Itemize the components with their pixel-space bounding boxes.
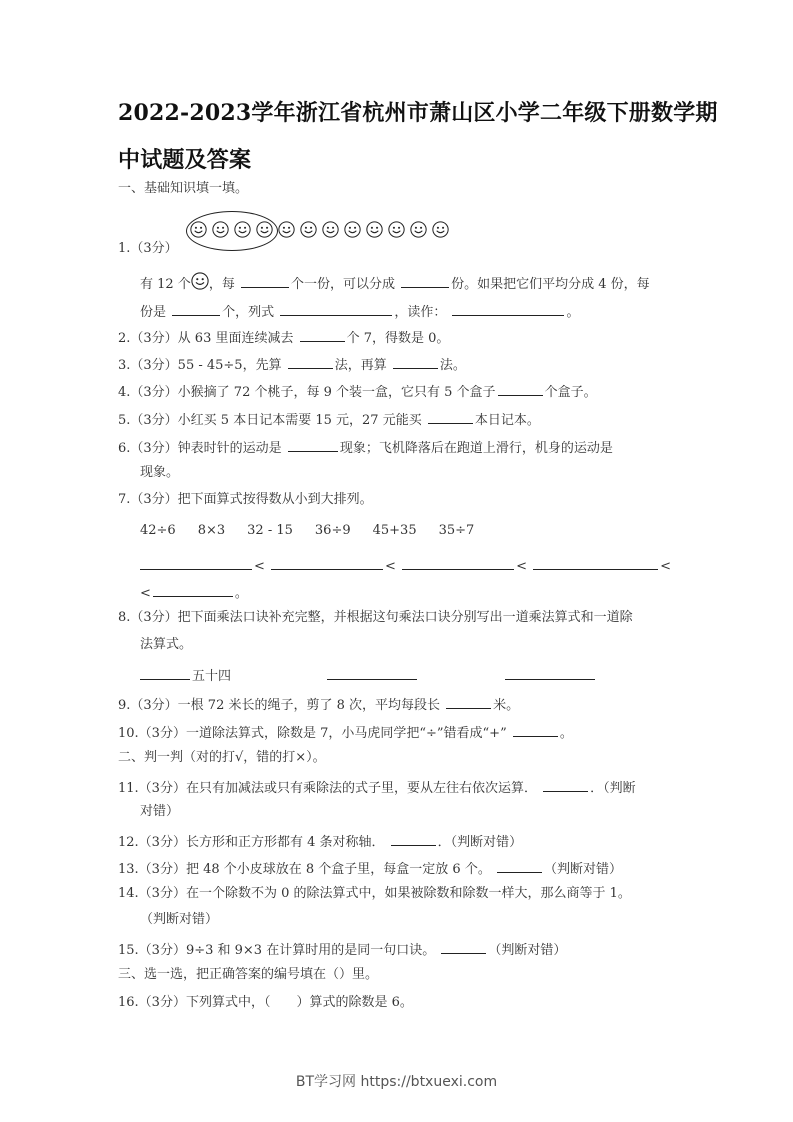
q6-text-continued: 现象。 bbox=[140, 465, 180, 480]
division-equation-blank[interactable] bbox=[505, 665, 595, 680]
question-13 bbox=[118, 858, 622, 879]
answer-blank[interactable] bbox=[513, 722, 558, 737]
smiley-face-icon bbox=[388, 221, 405, 238]
q9-text: 9.（3分）一根 72 米长的绳子，剪了 8 次，平均每段长 bbox=[118, 698, 441, 713]
multiplication-rhyme: 五十四 bbox=[192, 669, 232, 684]
answer-blank[interactable] bbox=[391, 831, 436, 846]
expression: 42÷6 bbox=[140, 523, 176, 538]
smiley-face-group bbox=[186, 209, 451, 249]
q10-text: 10.（3分）一道除法算式，除数是 7，小马虎同学把“÷”错看成“+” bbox=[118, 726, 507, 741]
answer-blank[interactable] bbox=[452, 301, 564, 316]
q8-text-continued: 法算式。 bbox=[140, 637, 193, 652]
smiley-face-icon bbox=[366, 221, 383, 238]
q10-text: 。 bbox=[559, 726, 573, 741]
q11-text-continued: 对错） bbox=[140, 804, 180, 819]
smiley-face-icon bbox=[278, 221, 295, 238]
less-than-sign: < bbox=[254, 559, 265, 574]
question-4 bbox=[118, 381, 597, 402]
q13-text: 13.（3分）把 48 个小皮球放在 8 个盒子里，每盒一定放 6 个。 bbox=[118, 862, 491, 877]
question-14: 14.（3分）在一个除数不为 0 的除法算式中，如果被除数和除数一样大，那么商等于 1。 bbox=[118, 886, 631, 901]
q4-text: 4.（3分）小猴摘了 72 个桃子，每 9 个装一盒，它只有 5 个盒子 bbox=[118, 385, 496, 400]
question-12 bbox=[118, 831, 522, 852]
section-2-heading: 二、判一判（对的打√，错的打×）。 bbox=[118, 750, 326, 765]
question-5 bbox=[118, 409, 540, 430]
q6-text: 现象；飞机降落后在跑道上滑行，机身的运动是 bbox=[339, 441, 613, 456]
answer-blank[interactable] bbox=[543, 777, 588, 792]
q15-text: （判断对错） bbox=[488, 943, 567, 958]
answer-blank[interactable] bbox=[288, 437, 338, 452]
smiley-face-icon bbox=[344, 221, 361, 238]
answer-blank[interactable] bbox=[446, 694, 491, 709]
q5-text: 5.（3分）小红买 5 本日记本需要 15 元，27 元能买 bbox=[118, 413, 422, 428]
question-6 bbox=[118, 437, 613, 458]
section-3-heading: 三、选一选，把正确答案的编号填在（）里。 bbox=[118, 967, 379, 982]
smiley-face-icon bbox=[322, 221, 339, 238]
q1-text: 个，列式 bbox=[222, 305, 275, 320]
document-title-line1: 2022-2023学年浙江省杭州市萧山区小学二年级下册数学期 bbox=[118, 100, 718, 126]
expression: 36÷9 bbox=[314, 523, 351, 538]
q1-label: 1.（3分） bbox=[118, 241, 178, 256]
q1-text: 个一份，可以分成 bbox=[290, 277, 395, 292]
q11-text: ．（判断 bbox=[590, 781, 636, 796]
smiley-face-icon bbox=[432, 221, 449, 238]
q15-text: 15.（3分）9÷3 和 9×3 在计算时用的是同一句口诀。 bbox=[118, 943, 436, 958]
answer-blank[interactable] bbox=[393, 354, 438, 369]
expression: 35÷7 bbox=[438, 523, 475, 538]
q1-line2 bbox=[140, 301, 579, 322]
answer-blank[interactable] bbox=[497, 858, 542, 873]
question-7: 7.（3分）把下面算式按得数从小到大排列。 bbox=[118, 492, 373, 507]
answer-blank[interactable] bbox=[428, 409, 473, 424]
smiley-face-icon bbox=[256, 221, 273, 238]
q1-text: 份是 bbox=[140, 305, 167, 320]
answer-blank[interactable] bbox=[288, 354, 333, 369]
q1-text: 份。如果把它们平均分成 4 份，每 bbox=[451, 277, 650, 292]
q7-ordering-row-2 bbox=[140, 582, 248, 603]
answer-blank[interactable] bbox=[140, 665, 190, 680]
smiley-face-icon bbox=[212, 221, 229, 238]
q7-ordering-row bbox=[140, 555, 671, 576]
less-than-sign: < bbox=[140, 586, 151, 601]
q5-text: 本日记本。 bbox=[474, 413, 540, 428]
question-10 bbox=[118, 722, 573, 743]
question-16: 16.（3分）下列算式中，（ ）算式的除数是 6。 bbox=[118, 995, 413, 1010]
answer-blank[interactable] bbox=[153, 582, 233, 597]
q3-text: 3.（3分）55 - 45÷5，先算 bbox=[118, 358, 282, 373]
less-than-sign: < bbox=[385, 559, 396, 574]
less-than-sign: < bbox=[660, 559, 672, 574]
answer-blank[interactable] bbox=[533, 555, 658, 570]
answer-blank[interactable] bbox=[271, 555, 383, 570]
q4-text: 个盒子。 bbox=[544, 385, 597, 400]
answer-blank[interactable] bbox=[300, 327, 345, 342]
question-3 bbox=[118, 354, 466, 375]
q6-text: 6.（3分）钟表时针的运动是 bbox=[118, 441, 282, 456]
expression: 32 - 15 bbox=[247, 523, 293, 538]
q1-text: 有 12 个 bbox=[140, 277, 191, 292]
expression: 8×3 bbox=[197, 523, 226, 538]
answer-blank[interactable] bbox=[241, 273, 289, 288]
less-than-sign: < bbox=[516, 559, 527, 574]
q3-text: 法，再算 bbox=[334, 358, 387, 373]
q13-text: （判断对错） bbox=[543, 862, 622, 877]
answer-blank[interactable] bbox=[172, 301, 220, 316]
question-9 bbox=[118, 694, 519, 715]
smiley-face-icon bbox=[300, 221, 317, 238]
answer-blank[interactable] bbox=[280, 301, 392, 316]
q1-text: ，读作： bbox=[394, 305, 447, 320]
answer-blank[interactable] bbox=[498, 381, 543, 396]
smiley-face-icon bbox=[234, 221, 251, 238]
answer-blank[interactable] bbox=[401, 273, 449, 288]
q9-text: 米。 bbox=[493, 698, 520, 713]
document-title-line2: 中试题及答案 bbox=[118, 147, 252, 173]
question-8: 8.（3分）把下面乘法口诀补充完整，并根据这句乘法口诀分别写出一道乘法算式和一道除 bbox=[118, 610, 633, 625]
q8-answer-row bbox=[140, 665, 597, 686]
answer-blank[interactable] bbox=[441, 939, 486, 954]
site-watermark-footer: BT学习网 https://btxuexi.com bbox=[295, 1074, 498, 1090]
smiley-face-icon bbox=[410, 221, 427, 238]
q1-text: 。 bbox=[566, 305, 580, 320]
expression: 45+35 bbox=[372, 523, 417, 538]
q3-text: 法。 bbox=[439, 358, 466, 373]
q2-text: 2.（3分）从 63 里面连续减去 bbox=[118, 331, 294, 346]
question-2 bbox=[118, 327, 449, 348]
q7-end: 。 bbox=[234, 586, 248, 601]
answer-blank[interactable] bbox=[402, 555, 514, 570]
q12-text: 12.（3分）长方形和正方形都有 4 条对称轴． bbox=[118, 835, 385, 850]
smiley-face-icon bbox=[190, 221, 207, 238]
q11-text: 11.（3分）在只有加减法或只有乘除法的式子里，要从左往右依次运算． bbox=[118, 781, 537, 796]
q2-text: 个 7，得数是 0。 bbox=[346, 331, 450, 346]
answer-blank[interactable] bbox=[140, 555, 252, 570]
smiley-face-icon bbox=[191, 272, 209, 290]
section-1-heading: 一、基础知识填一填。 bbox=[118, 181, 249, 196]
q12-text: ．（判断对错） bbox=[437, 835, 523, 850]
q14-text-continued: （判断对错） bbox=[140, 912, 219, 927]
q1-line1 bbox=[140, 272, 650, 294]
question-15 bbox=[118, 939, 566, 960]
q7-expressions bbox=[140, 522, 496, 540]
question-11 bbox=[118, 777, 636, 798]
multiplication-equation-blank[interactable] bbox=[327, 665, 417, 680]
q1-text: ，每 bbox=[208, 277, 235, 292]
